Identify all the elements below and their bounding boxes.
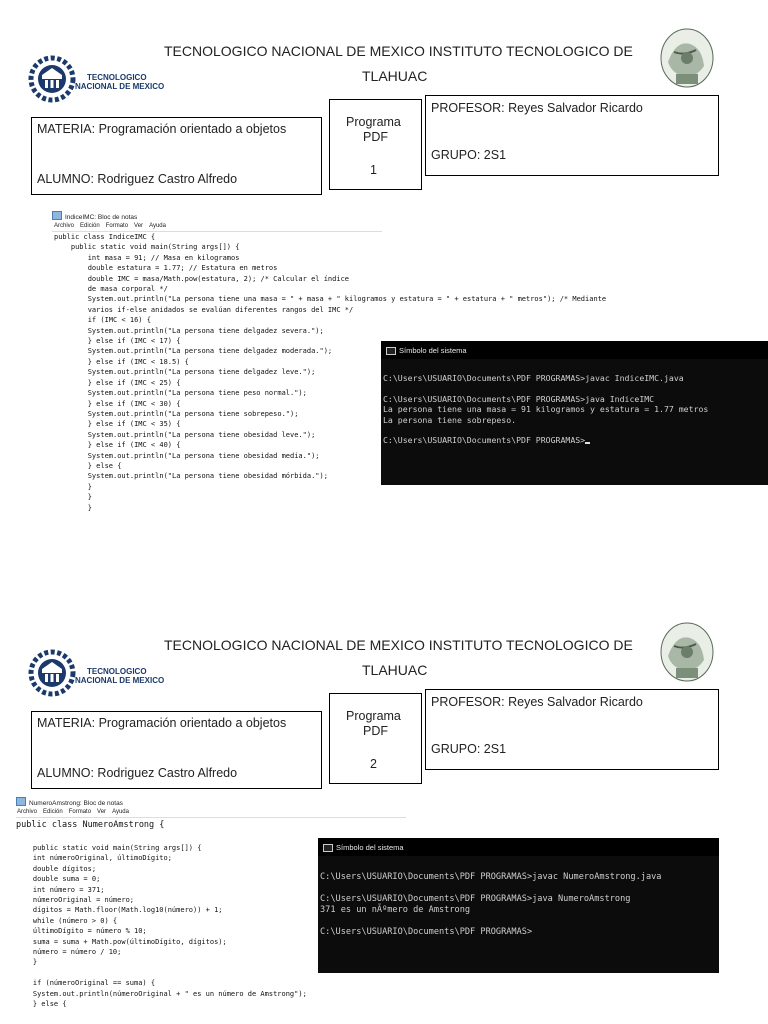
notepad-title-2 — [16, 797, 123, 807]
grupo-text: GRUPO: 2S1 — [431, 148, 507, 162]
console-title: Símbolo del sistema — [399, 346, 467, 355]
notepad-title — [52, 211, 137, 221]
menu-formato-2[interactable]: Formato — [68, 809, 92, 815]
tecnm-logo-icon-2 — [28, 649, 76, 697]
institution-title: TECNOLOGICO NACIONAL DE MEXICO INSTITUTO TECNOLOGICO DE — [164, 43, 633, 59]
logo-text-line2: NACIONAL DE MEXICO — [75, 82, 165, 91]
console-icon — [386, 347, 396, 355]
notepad-menu-2 — [17, 809, 135, 815]
programa-number: 1 — [370, 163, 377, 177]
materia-text: MATERIA: Programación orientado a objetos — [37, 122, 287, 136]
alumno-text: ALUMNO: Rodriguez Castro Alfredo — [37, 172, 238, 186]
notepad-menu — [54, 223, 172, 229]
notepad-icon-2 — [16, 797, 26, 806]
institute-seal-icon-2 — [656, 616, 718, 686]
code-numeroamstrong: public static void main(String args[]) { int númeroOriginal, últimoDígito; double dígitos; double suma = 0; int número = 371; númeroOriginal = número; dígitos = Math.floor(Math.log10(número)) + 1; while (número > 0) { últimoDígito = número % 10; suma = suma + Math.pow(últimoDígito, dígitos); número = número / 10; } if (númeroOriginal == suma) { System.out.println(númeroOriginal + " es un número de Amstrong"); } else { — [32, 844, 307, 1009]
code-indiceimc: public class IndiceIMC { public static void main(String args[]) { int masa = 91; // Masa en kilogramos double estatura = 1.77; // Estatura en metros double IMC = masa/Math.pow(estatura, 2); /* Calcular el índice de masa corporal */ System.out.println("La persona tiene una masa = " + masa + " kilogramos y estatura = " + estatura + " metros"); /* Mediante varios if-else anidados se evalúan diferentes rangos del IMC */ if (IMC < 16) { System.out.println("La persona tiene delgadez severa."); } else if (IMC < 17) { System.out.println("La persona tiene delgadez moderada."); } else if (IMC < 18.5) { System.out.println("La persona tiene delgadez leve."); } else if (IMC < 25) { System.out.println("La persona tiene peso normal."); } else if (IMC < 30) { System.out.println("La persona tiene sobrepeso."); } else if (IMC < 35) { System.out.println("La persona tiene obesidad leve."); } else if (IMC < 40) { System.out.println("La persona tiene obesidad media."); } else { System.out.println("La persona tiene obesidad mórbida."); } } } — [54, 233, 607, 512]
menu-archivo-2[interactable]: Archivo — [17, 809, 38, 815]
console-titlebar — [381, 341, 768, 359]
profesor-text-2: PROFESOR: Reyes Salvador Ricardo — [431, 695, 643, 709]
console-window — [381, 341, 768, 485]
alumno-text-2: ALUMNO: Rodriguez Castro Alfredo — [37, 766, 238, 780]
programa-pdf-label: PDF — [363, 130, 388, 144]
console-output — [383, 373, 708, 446]
notepad-title-text-2: NumeroAmstrong: Bloc de notas — [29, 800, 123, 807]
console-cursor — [585, 442, 590, 444]
menu-ver[interactable]: Ver — [134, 223, 144, 229]
menu-divider-2 — [16, 817, 406, 818]
menu-edicion-2[interactable]: Edición — [43, 809, 63, 815]
console-titlebar-2 — [318, 838, 719, 856]
menu-formato[interactable]: Formato — [105, 223, 129, 229]
programa-pdf-label-2: PDF — [363, 724, 388, 738]
menu-ayuda[interactable]: Ayuda — [149, 223, 166, 229]
menu-archivo[interactable]: Archivo — [54, 223, 75, 229]
notepad-title-text: IndiceIMC: Bloc de notas — [65, 214, 138, 221]
materia-text-2: MATERIA: Programación orientado a objetos — [37, 716, 287, 730]
console-title-2: Símbolo del sistema — [336, 843, 404, 852]
institution-title-line2-2: TLAHUAC — [362, 662, 428, 678]
console-output-text: C:\Users\USUARIO\Documents\PDF PROGRAMAS>javac IndiceIMC.java C:\Users\USUARIO\Documents\PDF PROGRAMAS>java IndiceIMC La persona tiene una masa = 91 kilogramos y estatura = 1.77 metros La persona tiene sobrepeso. C:\Users\USUARIO\Documents\PDF PROGRAMAS> — [383, 373, 709, 446]
profesor-text: PROFESOR: Reyes Salvador Ricardo — [431, 101, 643, 115]
menu-ver-2[interactable]: Ver — [97, 809, 107, 815]
programa-label: Programa — [346, 115, 401, 129]
logo-text-line1-2: TECNOLOGICO — [87, 667, 147, 676]
programa-number-2: 2 — [370, 757, 377, 771]
tecnm-logo-icon — [28, 55, 76, 103]
grupo-text-2: GRUPO: 2S1 — [431, 742, 507, 756]
logo-text-line1: TECNOLOGICO — [87, 73, 147, 82]
menu-ayuda-2[interactable]: Ayuda — [112, 809, 129, 815]
console-icon-2 — [323, 844, 333, 852]
code-first-line-2: public class NumeroAmstrong { — [16, 820, 165, 830]
institute-seal-icon — [656, 22, 718, 92]
programa-label-2: Programa — [346, 709, 401, 723]
institution-title-2: TECNOLOGICO NACIONAL DE MEXICO INSTITUTO TECNOLOGICO DE — [164, 637, 633, 653]
institution-title-line2: TLAHUAC — [362, 68, 428, 84]
console-window-2 — [318, 838, 719, 973]
menu-edicion[interactable]: Edición — [80, 223, 100, 229]
notepad-icon — [52, 211, 62, 220]
console-output-2: C:\Users\USUARIO\Documents\PDF PROGRAMAS>javac NumeroAmstrong.java C:\Users\USUARIO\Documents\PDF PROGRAMAS>java NumeroAmstrong 371 es un nÃºmero de Amstrong C:\Users\USUARIO\Documents\PDF PROGRAMAS> — [320, 872, 662, 937]
logo-text-line2-2: NACIONAL DE MEXICO — [75, 676, 165, 685]
